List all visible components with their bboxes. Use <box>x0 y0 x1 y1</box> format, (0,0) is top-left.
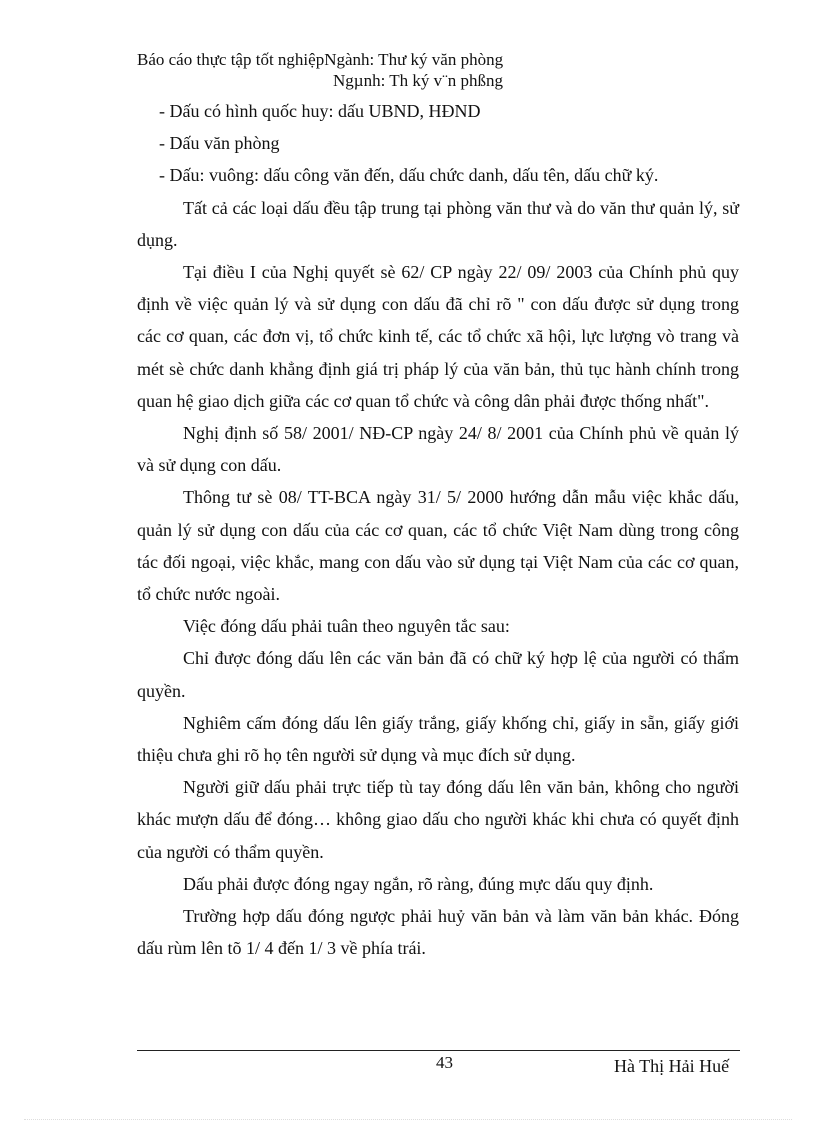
paragraph: Người giữ dấu phải trực tiếp tù tay đóng dấu lên văn bản, không cho người khác mượn dấu để đóng… không giao dấu cho người khác khi chưa có quyết định của người có thẩm quyền. <box>137 777 739 862</box>
paragraph: Nghị định số 58/ 2001/ NĐ-CP ngày 24/ 8/ 2001 của Chính phủ về quản lý và sử dụng con dấu. <box>137 423 739 476</box>
paragraph: - Dấu văn phòng <box>159 133 280 154</box>
paragraph: Dấu phải được đóng ngay ngắn, rõ ràng, đúng mực dấu quy định. <box>183 873 654 894</box>
paragraph: Tất cả các loại dấu đều tập trung tại phòng văn thư và do văn thư quản lý, sử dụng. <box>137 197 739 250</box>
page-number: 43 <box>436 1053 453 1072</box>
paragraph: Trường hợp dấu đóng ngược phải huỷ văn bản và làm văn bản khác. Đóng dấu rùm lên tõ 1/ 4 đến 1/ 3 về phía trái. <box>137 906 739 959</box>
paragraph: - Dấu có hình quốc huy: dấu UBND, HĐND <box>159 101 481 121</box>
paragraph: Nghiêm cấm đóng dấu lên giấy trắng, giấy khống chỉ, giấy in sẵn, giấy giới thiệu chưa ghi rõ họ tên người sử dụng và mục đích sử dụng. <box>137 712 739 766</box>
document-body <box>137 95 739 964</box>
paragraph: Tại điều I của Nghị quyết sè 62/ CP ngày 22/ 09/ 2003 của Chính phủ quy định về việc quản lý và sử dụng con dấu đã chỉ rõ " con dấu được sử dụng trong các cơ quan, các đơn vị, tổ chức kinh tế, các tổ chức xã hội, lực lượng vò trang và mét sè chức danh khẳng định giá trị pháp lý của văn bản, thủ tục hành chính trong quan hệ giao dịch giữa các cơ quan tổ chức và công dân phải được thống nhất". <box>137 262 739 411</box>
footer-divider <box>137 1050 740 1051</box>
footer-author: Hà Thị Hải Huế <box>614 1056 730 1076</box>
header-subtitle-garbled: Ngµnh: Th ký v¨n phßng <box>333 71 504 90</box>
paragraph: Việc đóng dấu phải tuân theo nguyên tắc sau: <box>183 616 510 637</box>
paragraph: Chỉ được đóng dấu lên các văn bản đã có chữ ký hợp lệ của người có thẩm quyền. <box>137 648 739 701</box>
header-title: Báo cáo thực tập tốt nghiệpNgành: Thư ký văn phòng <box>137 50 504 69</box>
paragraph: Thông tư sè 08/ TT-BCA ngày 31/ 5/ 2000 hướng dẫn mẫu việc khắc dấu, quản lý sử dụng con dấu của các cơ quan, các tổ chức Việt Nam dùng trong công tác đối ngoại, việc khắc, mang con dấu vào sử dụng tại Việt Nam của các cơ quan, tổ chức nước ngoài. <box>137 487 739 605</box>
page-edge-divider <box>24 1119 792 1120</box>
paragraph: - Dấu: vuông: dấu công văn đến, dấu chức danh, dấu tên, dấu chữ ký. <box>159 165 659 186</box>
